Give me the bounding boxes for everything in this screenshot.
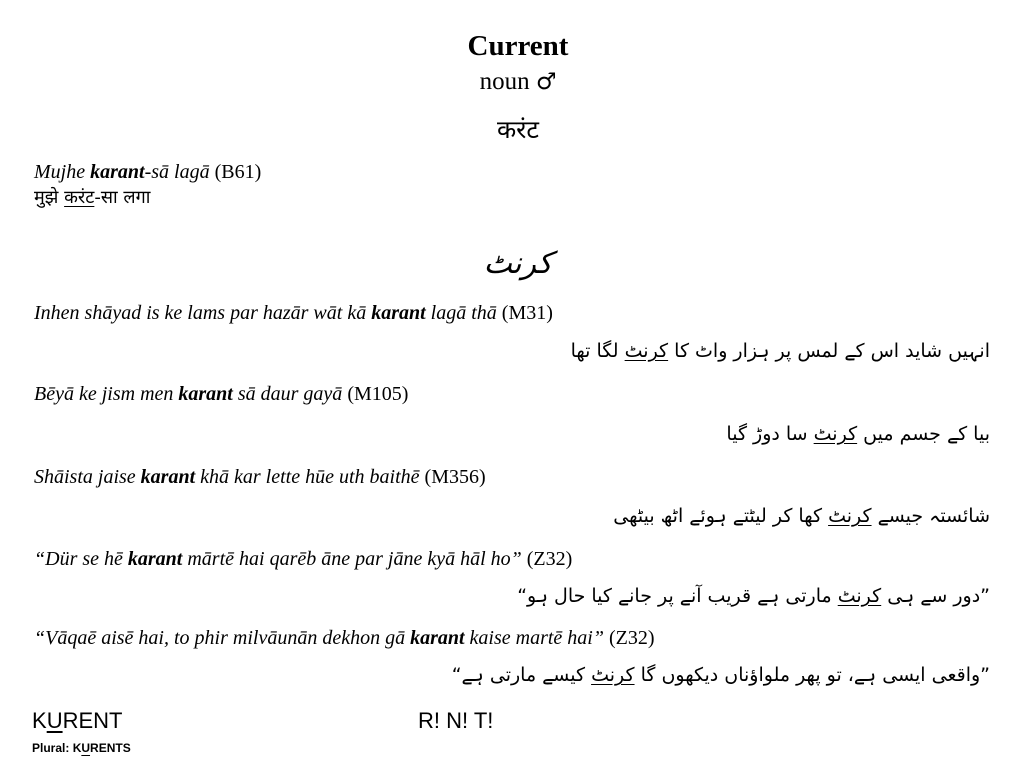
script-keyword: करंट <box>64 187 95 208</box>
plural-form <box>32 741 131 755</box>
translit-before: “Vāqaē aisē hai, to phir milvāunān dekhon gā <box>34 627 411 649</box>
pronunciation-spelling <box>32 708 122 734</box>
translit-after: kaise martē hai” <box>464 627 604 649</box>
entry-title-text: Current <box>467 30 569 62</box>
source-ref: (M356) <box>419 466 486 488</box>
part-of-speech <box>0 68 1024 96</box>
hindi-example-transliteration <box>34 161 261 184</box>
plural-suffix: RENTS <box>90 741 131 755</box>
urdu-example-5-script <box>452 664 990 686</box>
pronunciation-rhythm <box>418 708 493 734</box>
script-after: مارتی ہے قریب آنے پر جانے کیا حال ہو“ <box>517 585 838 607</box>
hindi-headword <box>0 112 1024 146</box>
source-ref: (M31) <box>496 302 553 324</box>
translit-after: lagā thā <box>425 302 497 324</box>
urdu-example-1-transliteration <box>34 302 553 325</box>
male-gender-icon: ♂ <box>535 69 557 95</box>
rhythm-text: R! N! T! <box>418 708 494 733</box>
spelling-suffix: RENT <box>62 708 123 733</box>
script-after: -सा लगा <box>94 187 151 208</box>
urdu-example-2-transliteration <box>34 383 408 406</box>
script-before: ”دور سے ہی <box>881 585 990 607</box>
source-ref: (M105) <box>342 383 409 405</box>
urdu-example-5-transliteration <box>34 627 655 650</box>
translit-after: mārtē hai qarēb āne par jāne kyā hāl ho” <box>182 548 522 570</box>
translit-keyword: karant <box>90 161 145 183</box>
translit-after: sā daur gayā <box>232 383 343 405</box>
script-after: سا دوڑ گیا <box>726 423 814 445</box>
entry-title <box>0 30 1024 63</box>
source-ref: (B61) <box>209 161 262 183</box>
translit-before: Bēyā ke jism men <box>34 383 179 405</box>
script-after: کیسے مارتی ہے“ <box>451 664 592 686</box>
translit-keyword: karant <box>410 627 465 649</box>
urdu-example-2-script <box>726 423 990 445</box>
script-keyword: کرنٹ <box>828 505 872 527</box>
script-after: کھا کر لیٹتے ہوئے اٹھ بیٹھی <box>613 505 829 527</box>
script-after: لگا تھا <box>570 340 625 362</box>
script-before: ”واقعی ایسی ہے، تو پھر ملواؤناں دیکھوں گا <box>634 664 990 686</box>
urdu-headword <box>0 246 1024 281</box>
source-ref: (Z32) <box>603 627 655 649</box>
translit-keyword: karant <box>140 466 196 488</box>
script-keyword: کرنٹ <box>813 423 858 445</box>
translit-keyword: karant <box>127 548 183 570</box>
script-before: انہیں شاید اس کے لمس پر ہزار واٹ کا <box>668 340 990 362</box>
spelling-prefix: K <box>32 708 47 733</box>
urdu-example-3-script <box>613 505 990 527</box>
script-keyword: کرنٹ <box>624 340 669 362</box>
translit-after: -sā lagā <box>144 161 210 183</box>
script-keyword: کرنٹ <box>591 664 635 686</box>
translit-after: khā kar lette hūe uth baithē <box>195 466 420 488</box>
script-before: मुझे <box>34 187 65 208</box>
urdu-example-3-transliteration <box>34 466 486 489</box>
hindi-example-script <box>34 185 150 209</box>
urdu-example-4-script <box>517 585 990 607</box>
source-ref: (Z32) <box>521 548 573 570</box>
spelling-stressed-vowel: U <box>46 708 63 733</box>
plural-label: Plural: <box>32 741 73 755</box>
urdu-example-1-script <box>571 340 990 362</box>
urdu-headword-text: کرنٹ <box>483 246 553 281</box>
script-before: شائستہ جیسے <box>871 505 990 527</box>
translit-keyword: karant <box>178 383 233 405</box>
translit-before: Shāista jaise <box>34 466 141 488</box>
translit-before: “Dür se hē <box>34 548 128 570</box>
script-before: بیا کے جسم میں <box>857 423 990 445</box>
urdu-example-4-transliteration <box>34 548 572 571</box>
hindi-headword-text: करंट <box>496 115 540 144</box>
plural-prefix: K <box>72 741 82 755</box>
translit-keyword: karant <box>371 302 426 324</box>
plural-stressed-vowel: U <box>81 741 91 755</box>
translit-before: Mujhe <box>34 161 91 183</box>
translit-before: Inhen shāyad is ke lams par hazār wāt kā <box>34 302 372 324</box>
script-keyword: کرنٹ <box>837 585 882 607</box>
pos-text: noun <box>479 68 530 95</box>
